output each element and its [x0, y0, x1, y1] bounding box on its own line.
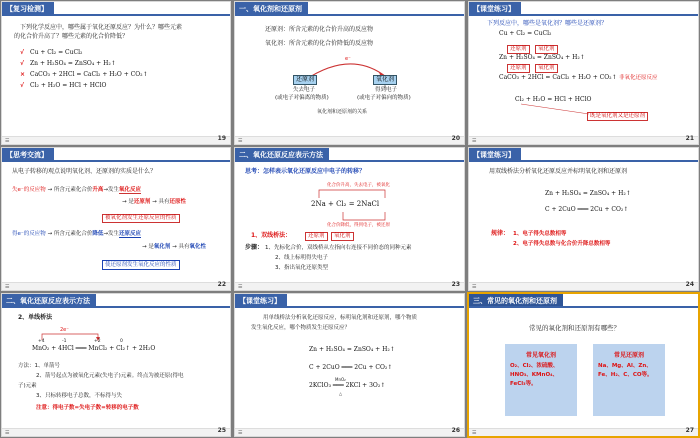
slide-number: 23 [451, 281, 460, 288]
card-body: O₂、Cl₂、浓硫酸、HNO₃、KMnO₄、FeCl₃等。 [510, 363, 559, 387]
question: 用双线桥法分析氧化还原反应并标明氧化剂和还原剂 [489, 168, 628, 175]
slide-title: 一、氧化剂和还原剂 [235, 2, 308, 16]
step-line: 2、线上标明得失电子 [275, 255, 328, 261]
slide-header [469, 294, 698, 308]
question-line: 下列化学反应中，哪些属于氧化还原反应？为什么？哪些元素 [20, 24, 183, 31]
method-line: 2、箭号起点为被氧化元素(失电子)元素。终点为被还原(得电 [36, 373, 184, 379]
valence-label: +4 [38, 339, 45, 344]
slide-thumbnail-24[interactable] [468, 147, 699, 291]
note-icon: ☰ [5, 430, 10, 436]
rule-line: 1、电子得失总数相等 [513, 231, 567, 237]
slide-title: 三、常见的氧化剂和还原剂 [469, 294, 563, 308]
reaction-equation: C + 2CuO ═══ 2Cu + CO₂↑ [545, 206, 629, 213]
reduced-label: 化合价降低，得到电子，被还原 [327, 223, 390, 228]
method-title: 1、双线桥法： [251, 232, 292, 239]
slide-number: 21 [685, 135, 694, 142]
electron-label: e⁻ [345, 56, 351, 62]
check-mark: √ [20, 60, 25, 67]
step-line: 3、指出氧化还原类型 [275, 265, 328, 271]
method-line: 子)元素 [18, 383, 37, 389]
slide-header [2, 2, 230, 16]
slide-number: 24 [685, 281, 694, 288]
oxidant-note: (或电子对偏向的物质) [357, 95, 411, 101]
slide-number: 19 [217, 135, 226, 142]
slide-thumbnail-26[interactable] [234, 293, 465, 437]
question: 从电子转移的观点说明氧化剂、还原剂的实质是什么？ [12, 168, 157, 175]
slide-title: 【复习检测】 [2, 2, 54, 16]
note-icon: ☰ [472, 284, 477, 290]
note-icon: ☰ [238, 284, 243, 290]
loss-chain: 失e⁻的反应物 → 所含元素化合价升高→发生氧化反应 [12, 187, 142, 193]
valence-label: +2 [94, 339, 101, 344]
slide-number: 20 [451, 135, 460, 142]
reaction-equation: Cu + Cl₂ = CuCl₂ [499, 30, 552, 37]
question: 思考：怎样表示氧化还原反应中电子的转移？ [245, 168, 366, 175]
slide-number: 27 [685, 427, 694, 434]
slide-thumbnail-22[interactable] [1, 147, 231, 291]
slide-header [469, 148, 698, 162]
check-mark: √ [20, 49, 25, 56]
slide-header [235, 294, 464, 308]
valence-label: 0 [120, 339, 123, 344]
slide-thumbnail-20[interactable] [234, 1, 465, 145]
reductant-box: 还原剂 [293, 75, 317, 85]
steps-title: 步骤： [245, 244, 264, 251]
slide-thumbnail-27[interactable] [468, 293, 699, 437]
note-icon: ☰ [5, 138, 10, 144]
reaction-equation: 2Na + Cl₂ = 2NaCl [311, 200, 380, 208]
property-box-oxidizing: 使还原剂发生氧化反应的性质 [102, 260, 180, 270]
reaction-equation: Cl₂ + H₂O = HCl + HClO [515, 96, 592, 103]
method-line: 3、只标转移电子总数，不标得与失 [36, 393, 123, 399]
oxidized-label: 化合价升高，失去电子，被氧化 [327, 183, 390, 188]
oxidant-label: 氧化剂 [535, 64, 558, 73]
note-icon: ☰ [472, 430, 477, 436]
slide-title: 【课堂练习】 [469, 148, 521, 162]
method-title: 2、单线桥法 [18, 314, 53, 321]
rule-line: 2、电子得失总数与化合价升降总数相等 [513, 241, 611, 247]
electron-transfer-diagram [235, 2, 465, 145]
question-line: 用单线桥法分析氧化还原反应，标明氧化剂和还原剂，哪个物质 [263, 315, 418, 321]
question-line: 发生氧化反应，哪个物质发生还原反应？ [251, 325, 351, 331]
question: 常见的氧化剂和还原剂有哪些？ [529, 324, 620, 332]
rule-title: 规律： [491, 230, 510, 237]
slide-thumbnail-19[interactable] [1, 1, 231, 145]
reductant-card [593, 344, 665, 416]
diagram-caption: 氧化剂和还原剂的关系 [317, 109, 368, 115]
slide-thumbnail-23[interactable] [234, 147, 465, 291]
reaction-equation: Zn + H₂SO₄ = ZnSO₄ + H₂↑ [545, 190, 631, 197]
slide-number: 22 [217, 281, 226, 288]
slide-thumbnail-25[interactable] [1, 293, 231, 437]
question: 下列反应中，哪些是氧化剂？哪些是还原剂？ [487, 20, 608, 27]
card-title: 常见氧化剂 [525, 352, 556, 359]
gain-result: → 是氧化剂 → 具有氧化性 [142, 244, 206, 250]
gain-chain: 得e⁻的反应物 → 所含元素化合价降低→发生还原反应 [12, 231, 142, 237]
slide-number: 26 [451, 427, 460, 434]
oxidant-label: 氧化剂 [331, 232, 354, 241]
reaction-equation: CaCO₃ + 2HCl = CaCl₂ + H₂O + CO₂↑ [499, 74, 617, 81]
card-title: 常见还原剂 [613, 352, 644, 359]
reaction-equation: C + 2CuO ═══ 2Cu + CO₂↑ [309, 364, 393, 371]
reaction-equation: Zn + H₂SO₄ = ZnSO₄ + H₂↑ [499, 54, 585, 61]
card-body: Na、Mg、Al、Zn、Fe、H₂、C、CO等。 [598, 363, 653, 378]
double-bridge-diagram [235, 148, 465, 291]
reductant-note: 失去电子 [293, 87, 316, 93]
reaction-condition: △ [339, 391, 343, 396]
slide-thumbnail-21[interactable] [468, 1, 699, 145]
method-line: 方法：1、单箭号 [18, 363, 60, 369]
oxidant-label: 氧化剂 [535, 45, 558, 54]
slide-header [2, 148, 230, 162]
loss-result: → 是还原剂 → 具有还原性 [122, 199, 186, 205]
note-icon: ☰ [5, 284, 10, 290]
step-line: 1、先标化合价，双线桥从左指向右连接不同价态的同种元素 [265, 245, 412, 251]
reaction-equation: Zn + H₂SO₄ = ZnSO₄ + H₂↑ [309, 346, 395, 353]
reductant-label: 还原剂 [507, 45, 530, 54]
slide-title: 【思考交流】 [2, 148, 54, 162]
check-mark: √ [20, 82, 25, 89]
reaction-condition: MnO₂ [335, 377, 346, 382]
slide-title: 【课堂练习】 [235, 294, 287, 308]
electron-count: 2e⁻ [60, 327, 69, 333]
reaction-equation: Cl₂ + H₂O = HCl + HClO [30, 82, 107, 89]
non-redox-note: 非氧化还原反应 [619, 75, 658, 81]
arrows [469, 2, 699, 145]
both-agent-label: 既是氧化剂又是还原剂 [587, 112, 648, 121]
property-box-reducing: 被氧化剂发生还原反应的性质 [102, 214, 180, 223]
note-icon: ☰ [472, 138, 477, 144]
reaction-equation: Zn + H₂SO₄ = ZnSO₄ + H₂↑ [30, 60, 116, 67]
reductant-label: 还原剂 [305, 232, 328, 241]
valence-label: -1 [62, 339, 67, 344]
note-icon: ☰ [238, 138, 243, 144]
slide-title: 二、氧化还原反应表示方法 [2, 294, 96, 308]
cross-mark: × [20, 71, 26, 78]
slide-title: 二、氧化还原反应表示方法 [235, 148, 329, 162]
oxidant-note: 得到电子 [375, 87, 398, 93]
reaction-equation: Cu + Cl₂ = CuCl₂ [30, 49, 83, 56]
definition-reductant: 还原剂：所含元素的化合价升高的反应物 [265, 26, 374, 33]
slide-number: 25 [217, 427, 226, 434]
oxidant-box: 氧化剂 [373, 75, 397, 85]
reductant-label: 还原剂 [507, 64, 530, 73]
reductant-note: (或电子对偏离的物质) [275, 95, 329, 101]
note-icon: ☰ [238, 430, 243, 436]
reaction-equation: MnO₂ + 4HCl ═══ MnCl₂ + Cl₂↑ + 2H₂O [32, 345, 156, 352]
slide-title: 【课堂练习】 [469, 2, 521, 16]
question-line: 的化合价升高了？哪些元素的化合价降低？ [14, 33, 129, 40]
definition-oxidant: 氧化剂：所含元素的化合价降低的反应物 [265, 40, 374, 47]
oxidant-card [505, 344, 577, 416]
note-line: 注意：得电子数=失电子数=转移的电子数 [36, 405, 139, 411]
reaction-equation: 2KClO₃ ═══ 2KCl + 3O₂↑ [309, 382, 386, 389]
reaction-equation: CaCO₃ + 2HCl = CaCl₂ + H₂O + CO₂↑ [30, 71, 148, 78]
